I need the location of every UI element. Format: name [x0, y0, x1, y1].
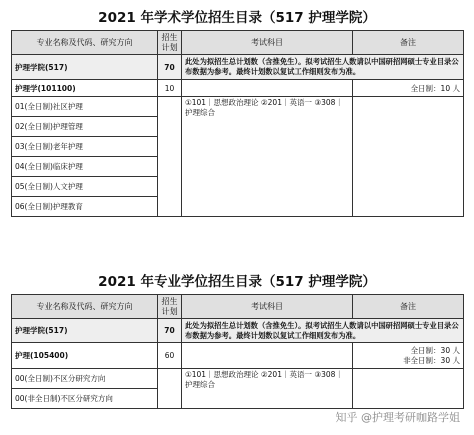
academic-table — [11, 30, 464, 217]
dept-row — [12, 319, 464, 343]
major-exam-empty — [182, 80, 353, 97]
direction-name: 01(全日制)社区护理 — [12, 97, 158, 117]
dept-name: 护理学院(517) — [12, 319, 158, 343]
major-plan: 60 — [158, 343, 182, 369]
exam-subjects: ①101｜思想政治理论 ②201｜英语一 ③308｜护理综合 — [182, 369, 353, 409]
major-row — [12, 343, 464, 369]
header-remark: 备注 — [353, 295, 464, 319]
major-name: 护理(105400) — [12, 343, 158, 369]
header-exam: 考试科目 — [182, 31, 353, 55]
major-exam-empty — [182, 343, 353, 369]
major-remark — [353, 343, 464, 369]
major-row — [12, 80, 464, 97]
table-header — [12, 31, 464, 55]
direction-row — [12, 97, 464, 117]
major-plan: 10 — [158, 80, 182, 97]
direction-name: 02(全日制)护理管理 — [12, 117, 158, 137]
direction-name: 03(全日制)老年护理 — [12, 137, 158, 157]
direction-plan — [158, 369, 182, 409]
dept-plan: 70 — [158, 55, 182, 80]
academic-title: 2021 年学术学位招生目录（517 护理学院） — [98, 10, 376, 26]
dept-note: 此处为拟招生总计划数（含推免生）。拟考试招生人数请以中国研招网硕士专业目录公布数据为参考。最终计划数以复试工作细则发布为准。 — [182, 319, 464, 343]
dept-name: 护理学院(517) — [12, 55, 158, 80]
dept-note: 此处为拟招生总计划数（含推免生）。拟考试招生人数请以中国研招网硕士专业目录公布数据为参考。最终计划数以复试工作细则发布为准。 — [182, 55, 464, 80]
header-remark: 备注 — [353, 31, 464, 55]
remark-fulltime: 全日制：30 人 — [410, 345, 460, 355]
header-exam: 考试科目 — [182, 295, 353, 319]
remark-parttime: 非全日制：30 人 — [403, 355, 460, 365]
professional-table — [11, 294, 464, 409]
dept-row — [12, 55, 464, 80]
watermark: 知乎 @护理考研咖路学姐 — [335, 411, 460, 424]
professional-title: 2021 年专业学位招生目录（517 护理学院） — [98, 274, 376, 290]
direction-name: 04(全日制)临床护理 — [12, 157, 158, 177]
header-plan: 招生计划 — [158, 31, 182, 55]
direction-name: 05(全日制)人文护理 — [12, 177, 158, 197]
direction-plan — [158, 97, 182, 217]
direction-name: 00(非全日制)不区分研究方向 — [12, 389, 158, 409]
direction-remark — [353, 369, 464, 409]
exam-subjects: ①101｜思想政治理论 ②201｜英语一 ③308｜护理综合 — [182, 97, 353, 217]
direction-row — [12, 369, 464, 389]
direction-name: 06(全日制)护理教育 — [12, 197, 158, 217]
header-plan: 招生计划 — [158, 295, 182, 319]
major-name: 护理学(101100) — [12, 80, 158, 97]
header-major: 专业名称及代码、研究方向 — [12, 295, 158, 319]
direction-name: 00(全日制)不区分研究方向 — [12, 369, 158, 389]
table-header — [12, 295, 464, 319]
direction-remark — [353, 97, 464, 217]
dept-plan: 70 — [158, 319, 182, 343]
header-major: 专业名称及代码、研究方向 — [12, 31, 158, 55]
major-remark: 全日制：10 人 — [353, 80, 464, 97]
